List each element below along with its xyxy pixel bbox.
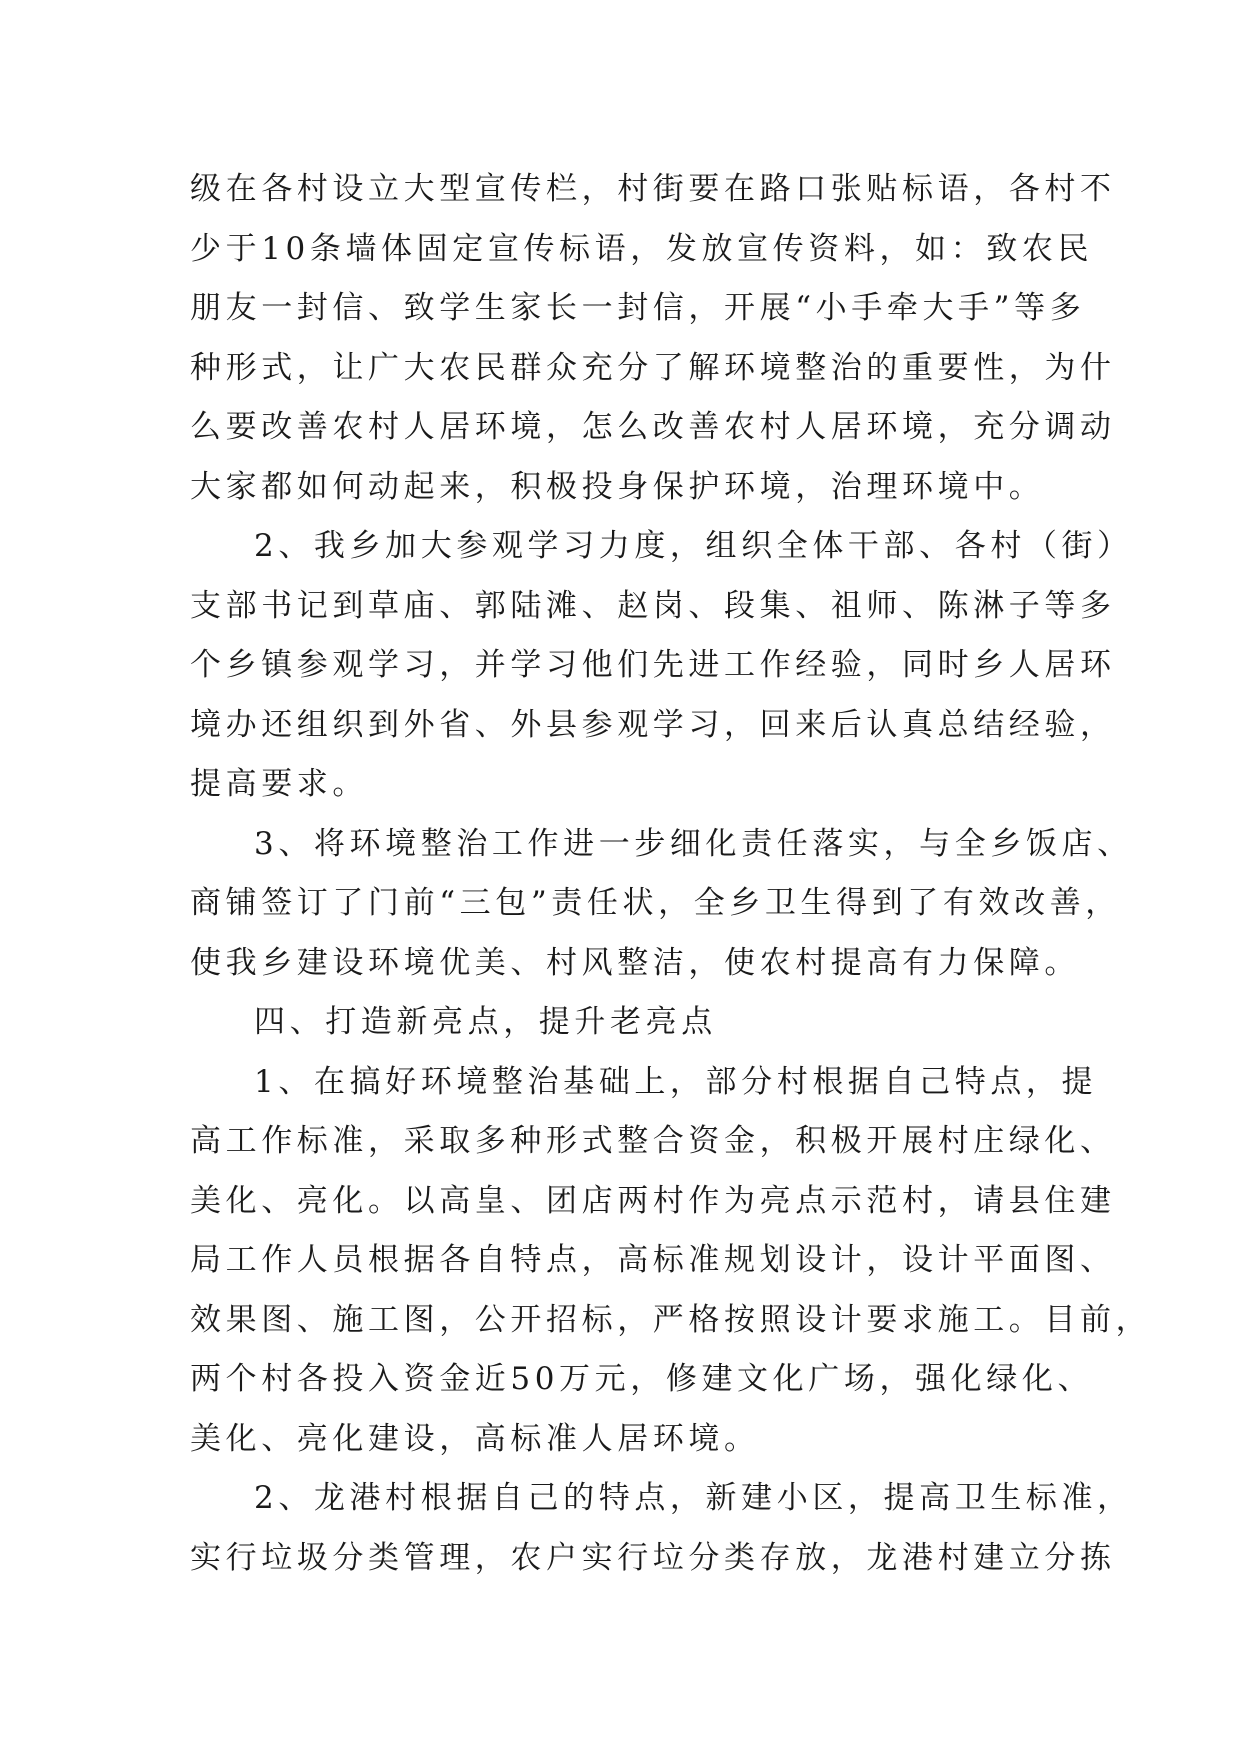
text-line: 级在各村设立大型宣传栏，村街要在路口张贴标语，各村不 xyxy=(190,171,1116,207)
text-line: 2、我乡加大参观学习力度，组织全体干部、各村（街） xyxy=(254,528,1133,564)
text-line: 境办还组织到外省、外县参观学习，回来后认真总结经验， xyxy=(190,706,1116,743)
text-line: 使我乡建设环境优美、村风整洁，使农村提高有力保障。 xyxy=(190,944,1080,981)
text-line: 实行垃圾分类管理，农户实行垃分类存放，龙港村建立分拣 xyxy=(190,1539,1116,1576)
text-line: 四、打造新亮点，提升老亮点 xyxy=(254,1004,717,1040)
text-line: 2、龙港村根据自己的特点，新建小区，提高卫生标准， xyxy=(254,1480,1133,1516)
text-line: 大家都如何动起来，积极投身保护环境，治理环境中。 xyxy=(190,468,1045,505)
text-line: 种形式，让广大农民群众充分了解环境整治的重要性，为什 xyxy=(190,349,1116,386)
text-line: 支部书记到草庙、郭陆滩、赵岗、段集、祖师、陈淋子等多 xyxy=(190,587,1116,624)
text-line: 么要改善农村人居环境，怎么改善农村人居环境，充分调动 xyxy=(190,409,1116,445)
text-line: 少于10条墙体固定宣传标语，发放宣传资料，如：致农民 xyxy=(190,230,1094,267)
document-body xyxy=(190,160,1152,1588)
text-line: 高工作标准，采取多种形式整合资金，积极开展村庄绿化、 xyxy=(190,1123,1116,1159)
text-line: 朋友一封信、致学生家长一封信，开展“小手牵大手”等多 xyxy=(190,290,1086,326)
text-line: 效果图、施工图，公开招标，严格按照设计要求施工。目前， xyxy=(190,1301,1152,1338)
text-line: 商铺签订了门前“三包”责任状，全乡卫生得到了有效改善， xyxy=(190,885,1121,921)
text-line: 3、将环境整治工作进一步细化责任落实，与全乡饭店、 xyxy=(254,825,1133,862)
text-line: 提高要求。 xyxy=(190,766,368,802)
text-line: 1、在搞好环境整治基础上，部分村根据自己特点，提 xyxy=(254,1063,1098,1100)
text-line: 个乡镇参观学习，并学习他们先进工作经验，同时乡人居环 xyxy=(190,647,1116,683)
text-line: 美化、亮化。以高皇、团店两村作为亮点示范村，请县住建 xyxy=(190,1182,1116,1219)
text-line: 两个村各投入资金近50万元，修建文化广场，强化绿化、 xyxy=(190,1361,1094,1397)
text-line: 局工作人员根据各自特点，高标准规划设计，设计平面图、 xyxy=(190,1242,1116,1278)
text-line: 美化、亮化建设，高标准人居环境。 xyxy=(190,1420,760,1457)
